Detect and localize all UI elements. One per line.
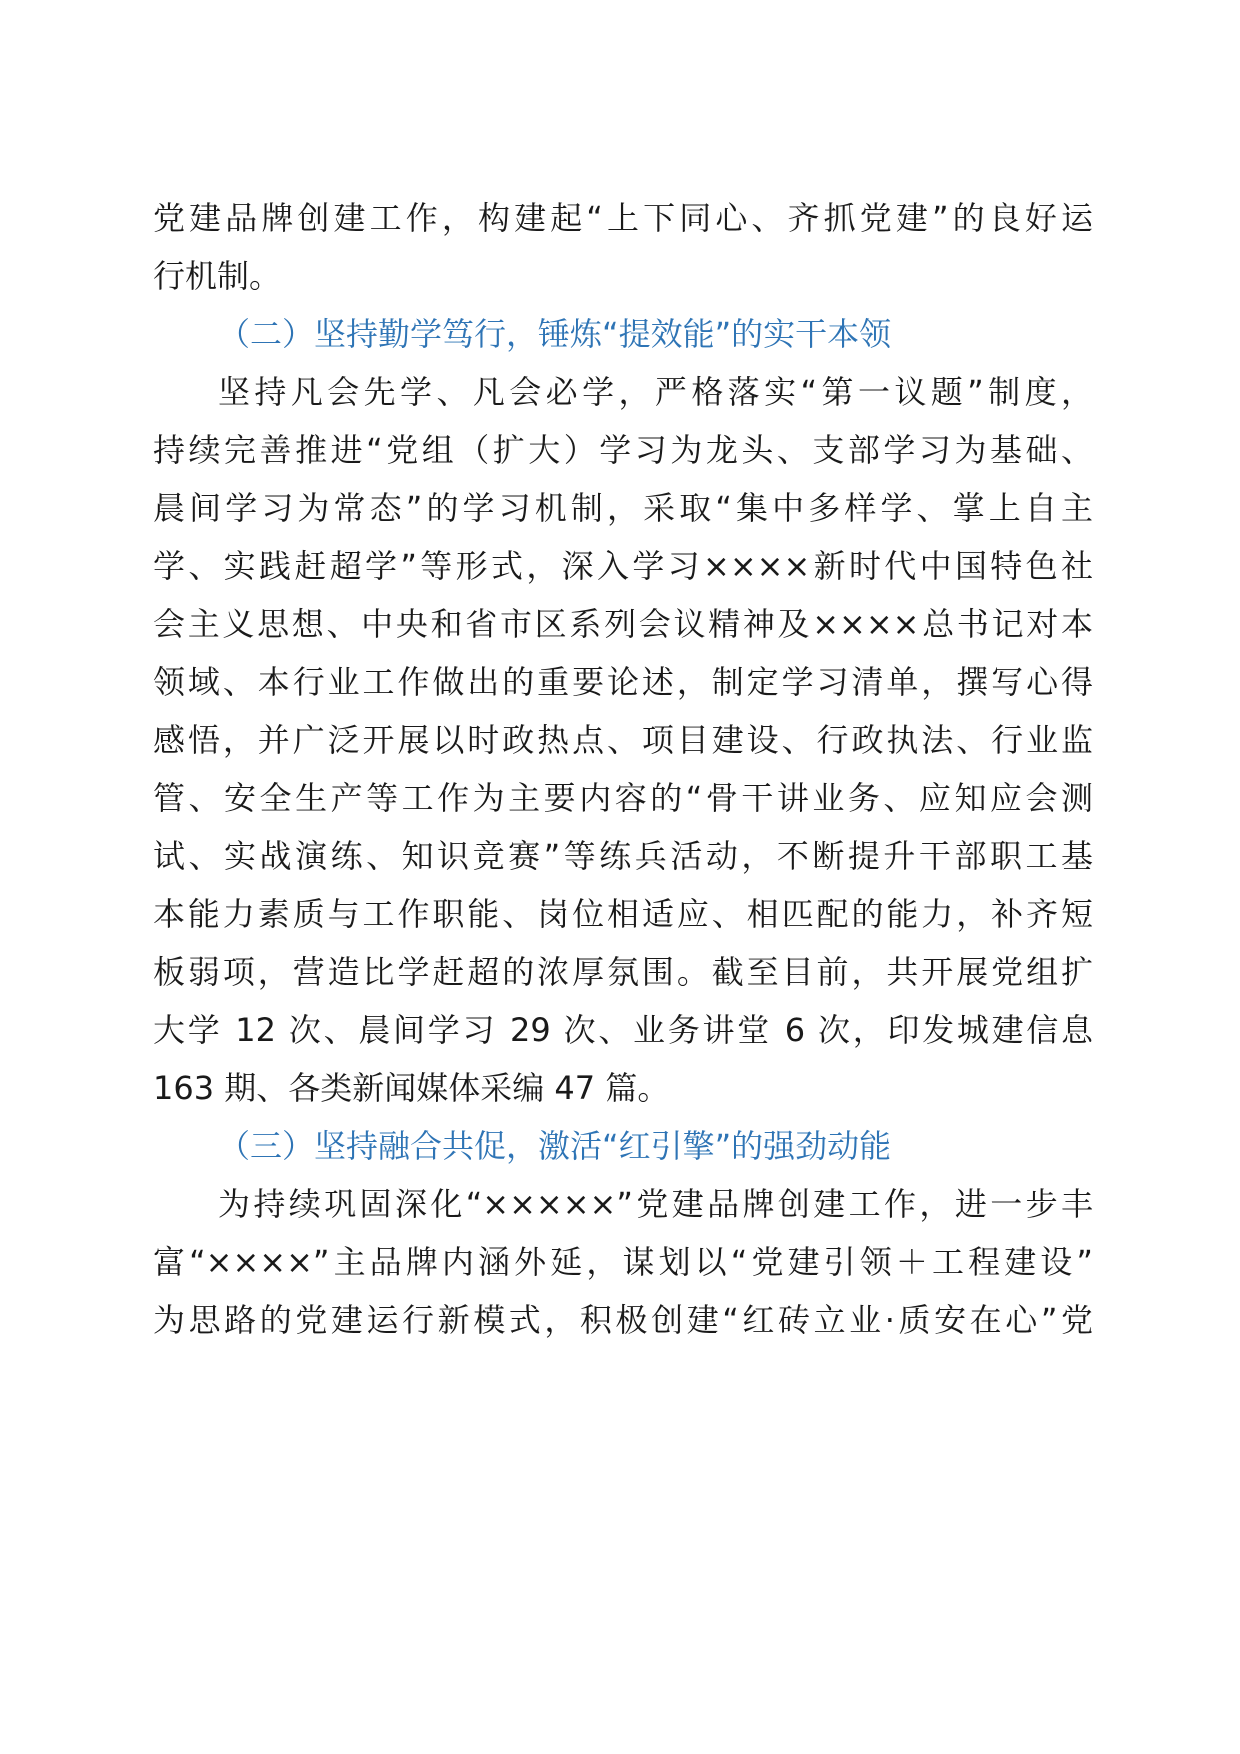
- paragraph-2-line-11: 板弱项，营造比学赶超的浓厚氛围。截至目前，共开展党组扩: [153, 953, 1093, 991]
- paragraph-2-line-8: 管、安全生产等工作为主要内容的“骨干讲业务、应知应会测: [153, 779, 1093, 817]
- paragraph-3-line-3: 为思路的党建运行新模式，积极创建“红砖立业·质安在心”党: [153, 1301, 1093, 1339]
- paragraph-3-line-1: 为持续巩固深化“×××××”党建品牌创建工作，进一步丰: [218, 1185, 1093, 1223]
- paragraph-2-line-2: 持续完善推进“党组（扩大）学习为龙头、支部学习为基础、: [153, 431, 1093, 469]
- section-heading-2: （二）坚持勤学笃行，锤炼“提效能”的实干本领: [218, 315, 892, 353]
- paragraph-2-line-5: 会主义思想、中央和省市区系列会议精神及××××总书记对本: [153, 605, 1093, 643]
- paragraph-2-line-12: 大学 12 次、晨间学习 29 次、业务讲堂 6 次，印发城建信息: [153, 1011, 1093, 1049]
- paragraph-1-line-1: 党建品牌创建工作，构建起“上下同心、齐抓党建”的良好运: [153, 199, 1093, 237]
- paragraph-2-line-9: 试、实战演练、知识竞赛”等练兵活动，不断提升干部职工基: [153, 837, 1093, 875]
- section-heading-3: （三）坚持融合共促，激活“红引擎”的强劲动能: [218, 1127, 892, 1165]
- paragraph-3-line-2: 富“××××”主品牌内涵外延，谋划以“党建引领＋工程建设”: [153, 1243, 1093, 1281]
- paragraph-2-line-10: 本能力素质与工作职能、岗位相适应、相匹配的能力，补齐短: [153, 895, 1093, 933]
- paragraph-1-line-2: 行机制。: [153, 257, 282, 295]
- paragraph-2-line-1: 坚持凡会先学、凡会必学，严格落实“第一议题”制度，: [218, 373, 1093, 411]
- paragraph-2-line-4: 学、实践赶超学”等形式，深入学习××××新时代中国特色社: [153, 547, 1093, 585]
- paragraph-2-line-7: 感悟，并广泛开展以时政热点、项目建设、行政执法、行业监: [153, 721, 1093, 759]
- paragraph-2-line-13: 163 期、各类新闻媒体采编 47 篇。: [153, 1069, 670, 1107]
- paragraph-2-line-3: 晨间学习为常态”的学习机制，采取“集中多样学、掌上自主: [153, 489, 1093, 527]
- paragraph-2-line-6: 领域、本行业工作做出的重要论述，制定学习清单，撰写心得: [153, 663, 1093, 701]
